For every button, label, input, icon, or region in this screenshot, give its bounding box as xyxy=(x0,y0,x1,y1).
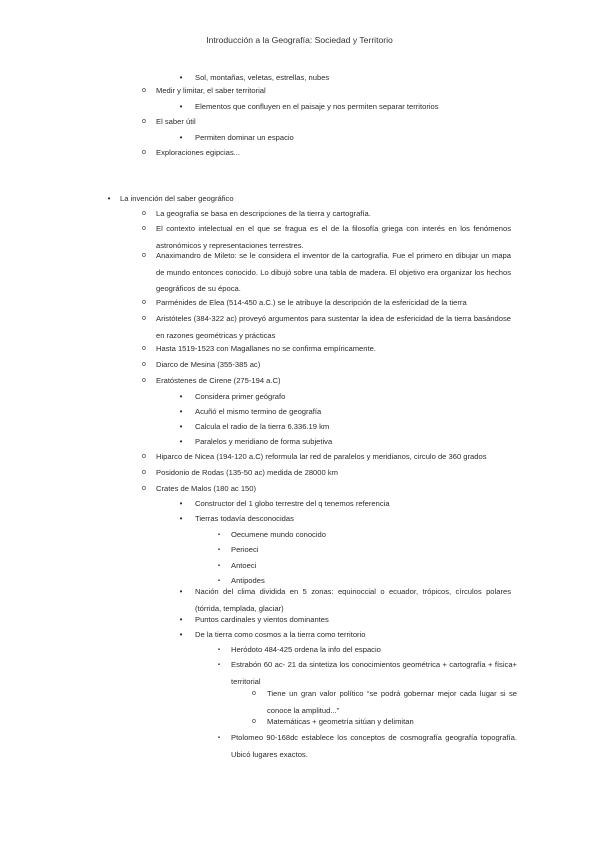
circle-bullet-icon: o xyxy=(142,377,146,384)
square-bullet-icon: ▪ xyxy=(217,578,221,584)
circle-bullet-icon: o xyxy=(252,718,256,725)
bullet-icon: • xyxy=(179,587,183,596)
list-item: De la tierra como cosmos a la tierra como territorio xyxy=(195,630,366,639)
list-item: Parménides de Elea (514-450 a.C.) se le atribuye la descripción de la esfericidad de la tierra xyxy=(156,298,467,307)
square-bullet-icon: ▪ xyxy=(217,532,221,538)
circle-bullet-icon: o xyxy=(142,299,146,306)
square-bullet-icon: ▪ xyxy=(217,547,221,553)
list-item: Nación del clima dividida en 5 zonas: equinoccial o ecuador, trópicos, círculos polares (tórrida, templada, glaciar) xyxy=(195,587,511,613)
list-item: Diarco de Mesina (355-385 ac) xyxy=(156,360,261,369)
list-item: Crates de Malos (180 ac 150) xyxy=(156,484,257,493)
list-item: Antoeci xyxy=(231,561,257,570)
circle-bullet-icon: o xyxy=(142,453,146,460)
list-item: Heródoto 484-425 ordena la info del espacio xyxy=(231,645,381,654)
circle-bullet-icon: o xyxy=(142,87,146,94)
bullet-icon: • xyxy=(179,615,183,624)
circle-bullet-icon: o xyxy=(142,361,146,368)
list-item: Puntos cardinales y vientos dominantes xyxy=(195,615,329,624)
circle-bullet-icon: o xyxy=(142,118,146,125)
square-bullet-icon: ▪ xyxy=(217,735,221,741)
list-item: Paralelos y meridiano de forma subjetiva xyxy=(195,437,333,446)
circle-bullet-icon: o xyxy=(142,345,146,352)
list-item: Antipodes xyxy=(231,576,265,585)
list-item: El contexto intelectual en el que se fragua es el de la filosofía griega con interés en los fenómenos astronómicos y representaciones terrestres. xyxy=(156,224,511,250)
bullet-icon: • xyxy=(179,630,183,639)
list-item: Perioeci xyxy=(231,545,259,554)
circle-bullet-icon: o xyxy=(142,469,146,476)
circle-bullet-icon: o xyxy=(142,485,146,492)
list-item: Posidonio de Rodas (135-50 ac) medida de 28000 km xyxy=(156,468,338,477)
square-bullet-icon: ▪ xyxy=(217,662,221,668)
bullet-icon: • xyxy=(179,392,183,401)
circle-bullet-icon: o xyxy=(142,149,146,156)
list-item: Acuñó el mismo termino de geografía xyxy=(195,407,322,416)
list-item: Tierras todavía desconocidas xyxy=(195,514,294,523)
list-item: Constructor del 1 globo terrestre del q tenemos referencia xyxy=(195,499,390,508)
list-item: Eratóstenes de Cirene (275-194 a.C) xyxy=(156,376,281,385)
list-item: Calcula el radio de la tierra 6.336.19 km xyxy=(195,422,330,431)
bullet-icon: • xyxy=(179,437,183,446)
page-header: Introducción a la Geografía: Sociedad y Territorio xyxy=(206,35,393,45)
list-item: La geografía se basa en descripciones de la tierra y cartografía. xyxy=(156,209,371,218)
list-item: Exploraciones egipcias... xyxy=(156,148,240,157)
list-item: Estrabón 60 ac- 21 da sintetiza los conocimientos geométrica + cartografía + física+ territorial xyxy=(231,660,517,686)
circle-bullet-icon: o xyxy=(252,690,256,697)
square-bullet-icon: ▪ xyxy=(217,647,221,653)
bullet-icon: • xyxy=(179,73,183,82)
bullet-icon: • xyxy=(179,102,183,111)
list-item: El saber útil xyxy=(156,117,196,126)
list-item: Matemáticas + geometría sitúan y delimitan xyxy=(267,717,414,726)
list-item: Hiparco de Nicea (194-120 a.C) reformula lar red de paralelos y meridianos, circulo de 360 grados xyxy=(156,452,487,461)
circle-bullet-icon: o xyxy=(142,210,146,217)
list-item: Elementos que confluyen en el paisaje y nos permiten separar territorios xyxy=(195,102,439,111)
circle-bullet-icon: o xyxy=(142,315,146,322)
bullet-icon: • xyxy=(179,133,183,142)
bullet-icon: • xyxy=(179,407,183,416)
list-item: Considera primer geógrafo xyxy=(195,392,286,401)
list-item: Anaximandro de Mileto: se le considera el inventor de la cartografía. Fue el primero en dibujar un mapa de mundo entonces conocido. Lo dibujó sobre una tabla de madera. El objetivo era organizar los hechos geográficos de su época. xyxy=(156,251,511,294)
bullet-icon: • xyxy=(179,514,183,523)
bullet-icon: • xyxy=(107,194,111,203)
bullet-icon: • xyxy=(179,499,183,508)
list-item: Sol, montañas, veletas, estrellas, nubes xyxy=(195,73,330,82)
list-item: La invención del saber geográfico xyxy=(120,194,234,203)
list-item: Medir y limitar, el saber territorial xyxy=(156,86,266,95)
list-item: Aristóteles (384-322 ac) proveyó argumentos para sustentar la idea de esfericidad de la tierra basándose en razones geométricas y prácticas xyxy=(156,314,511,340)
list-item: Oecumene mundo conocido xyxy=(231,530,326,539)
circle-bullet-icon: o xyxy=(142,225,146,232)
bullet-icon: • xyxy=(179,422,183,431)
square-bullet-icon: ▪ xyxy=(217,563,221,569)
list-item: Ptolomeo 90-168dc establece los conceptos de cosmografía geografía topografía. Ubicó lugares exactos. xyxy=(231,733,517,759)
circle-bullet-icon: o xyxy=(142,252,146,259)
list-item: Tiene un gran valor político “se podrá gobernar mejor cada lugar si se conoce la amplitud...” xyxy=(267,689,517,715)
list-item: Hasta 1519-1523 con Magallanes no se confirma empíricamente. xyxy=(156,344,376,353)
list-item: Permiten dominar un espacio xyxy=(195,133,294,142)
